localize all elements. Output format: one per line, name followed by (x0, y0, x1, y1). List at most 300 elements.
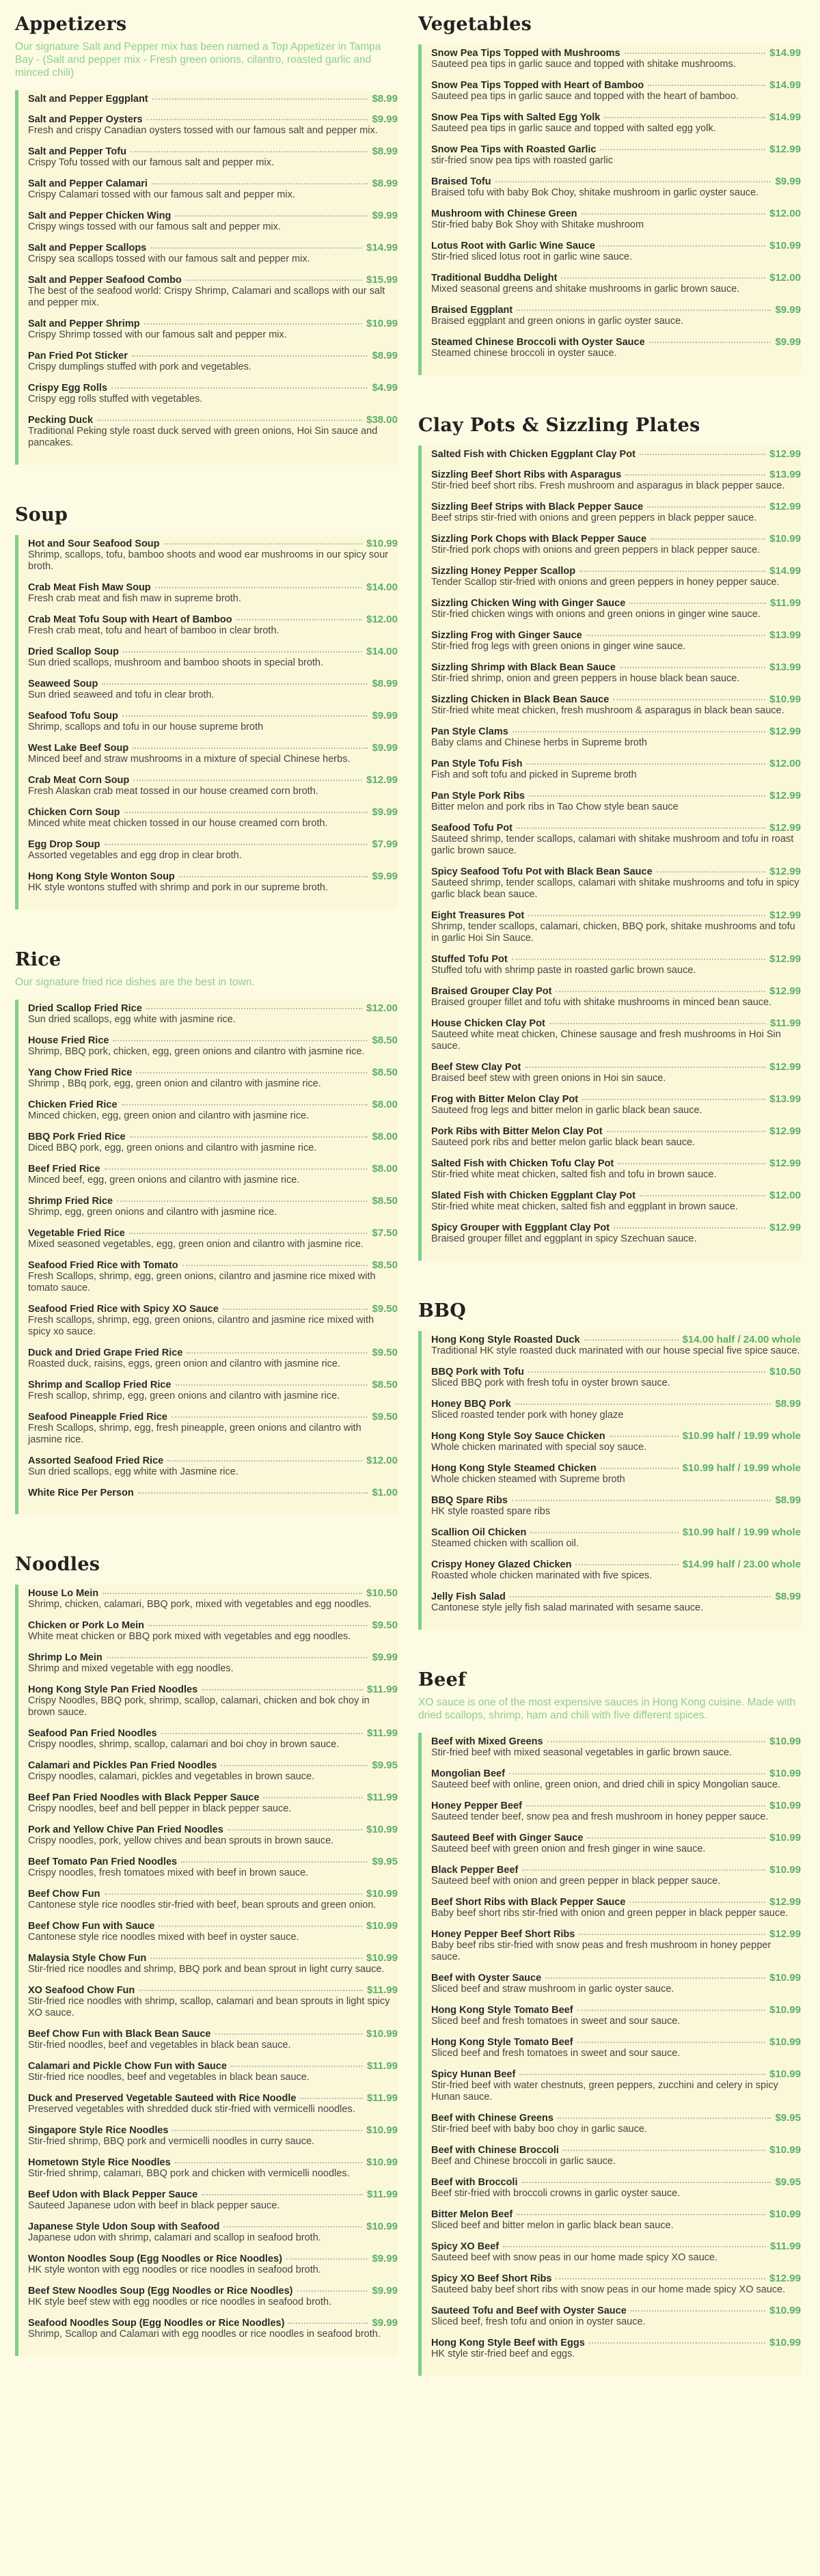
menu-item (28, 350, 398, 373)
menu-item (431, 2068, 801, 2103)
menu-item-row (28, 178, 398, 189)
item-description: Sauteed tender beef, snow pea and fresh mushroom in honey pepper sauce. (431, 1811, 769, 1822)
menu-item (28, 1727, 398, 1751)
dot-leader (582, 213, 766, 215)
dot-leader (181, 1861, 368, 1863)
dot-leader (522, 2182, 771, 2183)
dot-leader (600, 149, 765, 150)
section-intro: Our signature fried rice dishes are the best in town. (15, 976, 255, 988)
item-price: $8.99 (775, 1591, 801, 1602)
menu-item-row (431, 2241, 801, 2252)
item-description: Fresh scallop, shrimp, egg, green onions and cilantro with jasmine rice. (28, 1390, 340, 1401)
menu-item (431, 1334, 801, 1357)
item-description: Baby beef ribs stir-fried with snow peas and fresh mushroom in honey pepper sauce. (431, 1940, 771, 1962)
item-description: Crispy noodles, fresh tomatoes mixed with beef in brown sauce. (28, 1867, 309, 1878)
menu-item-row (28, 318, 398, 329)
dot-leader (202, 2194, 363, 2195)
item-description: Shrimp, chicken, calamari, BBQ pork, mixed with vegetables and egg noodles. (28, 1599, 372, 1610)
item-description: Braised tofu with baby Bok Choy, shitake mushroom in garlic oyster sauce. (431, 187, 759, 198)
item-price: $14.00 (366, 581, 398, 593)
dot-leader (129, 1233, 368, 1234)
menu-item-row (28, 774, 398, 786)
item-name: Seafood Fried Rice with Tomato (28, 1260, 178, 1271)
item-price: $8.99 (372, 178, 398, 189)
item-price: $12.00 (366, 614, 398, 625)
dot-leader (589, 2342, 765, 2344)
item-description: Sauteed shrimp, tender scallops, calamari with shitake mushroom and tofu in roast garlic brown sauce. (431, 834, 794, 856)
menu-item (28, 1759, 398, 1783)
item-price: $12.99 (769, 953, 801, 965)
menu-list (15, 535, 398, 909)
item-description: Stir-fried white meat chicken, fresh mushroom & asparagus in black bean sauce. (431, 705, 784, 716)
item-price: $10.99 (366, 1952, 398, 1964)
item-description: HK style roasted spare ribs (431, 1506, 551, 1517)
dot-leader (133, 780, 362, 781)
dot-leader (223, 1308, 368, 1310)
item-description: Stir-fried rice noodles and shrimp, BBQ pork and bean sprout in light curry sauce. (28, 1964, 385, 1975)
menu-item-row (431, 2004, 801, 2016)
section-bbq (418, 1300, 801, 1630)
menu-item-row (28, 1920, 398, 1932)
dot-leader (503, 2246, 766, 2247)
item-name: Spicy Grouper with Eggplant Clay Pot (431, 1222, 610, 1233)
item-name: Salt and Pepper Shrimp (28, 318, 140, 329)
menu-item-row (28, 350, 398, 361)
item-name: Japanese Style Udon Soup with Seafood (28, 2221, 220, 2232)
item-price: $10.99 (366, 1888, 398, 1900)
dot-leader (102, 1593, 362, 1594)
item-price: $9.99 (372, 806, 398, 818)
menu-item (431, 111, 801, 135)
item-description: Sauteed beef with online, green onion, and dried chili in spicy Mongolian sauce. (431, 1779, 781, 1790)
item-name: Steamed Chinese Broccoli with Oyster Sauce (431, 337, 645, 348)
item-name: Duck and Dried Grape Fried Rice (28, 1347, 183, 1358)
item-description: Shrimp , BBq pork, egg, green onion and cilantro with jasmine rice. (28, 1078, 321, 1089)
item-name: Dried Scallop Fried Rice (28, 1003, 142, 1014)
item-price: $8.99 (372, 93, 398, 105)
dot-leader (111, 387, 368, 389)
item-name: Spicy Seafood Tofu Pot with Black Bean Sauce (431, 866, 653, 877)
menu-item (431, 2144, 801, 2167)
menu-item (28, 1792, 398, 1815)
menu-item (431, 501, 801, 524)
menu-item-row (28, 1002, 398, 1014)
menu-item (431, 2036, 801, 2059)
menu-item-row (28, 1131, 398, 1142)
menu-item-row (28, 2189, 398, 2200)
dot-leader (601, 1468, 679, 1469)
item-price: $13.99 (769, 469, 801, 480)
item-price: $8.00 (372, 1163, 398, 1175)
menu-list (15, 1000, 398, 1514)
item-price: $12.00 (769, 1190, 801, 1201)
item-price: $8.99 (372, 678, 398, 689)
dot-leader (577, 2042, 766, 2043)
item-price: $10.99 (366, 1824, 398, 1835)
menu-item (431, 1462, 801, 1485)
menu-item (28, 614, 398, 637)
item-name: Honey Pepper Beef Short Ribs (431, 1929, 575, 1940)
item-name: Seafood Pan Fried Noodles (28, 1728, 157, 1739)
item-price: $9.95 (775, 2176, 801, 2188)
dot-leader (105, 844, 368, 845)
dot-leader (647, 506, 765, 508)
dot-leader (122, 715, 368, 717)
dot-leader (148, 1625, 368, 1626)
menu-item (431, 726, 801, 749)
menu-item-row (431, 1222, 801, 1233)
menu-item-row (28, 1487, 398, 1498)
dot-leader (525, 1067, 765, 1068)
dot-leader (528, 1371, 765, 1373)
menu-item-row (431, 1864, 801, 1876)
item-description: Fresh and crispy Canadian oysters tossed with our famous salt and pepper mix. (28, 125, 378, 136)
menu-item-row (431, 1125, 801, 1137)
item-description: Shrimp, BBQ pork, chicken, egg, green onions and cilantro with jasmine rice. (28, 1046, 365, 1057)
menu-item-row (431, 1093, 801, 1105)
item-name: Slated Fish with Chicken Eggplant Clay Pot (431, 1190, 636, 1201)
menu-item-row (28, 1824, 398, 1835)
item-name: House Fried Rice (28, 1035, 109, 1046)
menu-item (28, 1034, 398, 1058)
dot-leader (176, 1384, 368, 1386)
dot-leader (144, 323, 363, 325)
dot-leader (152, 183, 368, 184)
item-name: Crispy Honey Glazed Chicken (431, 1559, 572, 1570)
dot-leader (575, 1564, 678, 1565)
item-price: $12.99 (769, 726, 801, 737)
item-description: Stir-fried rice noodles with shrimp, scallop, calamari and bean sprouts in light spicy XO sauce. (28, 1996, 390, 2018)
menu-item-row (28, 581, 398, 593)
item-name: Hong Kong Style Tomato Beef (431, 2037, 573, 2048)
dot-leader (545, 1977, 765, 1979)
item-description: Stir-fried baby Bok Shoy with Shitake mushroom (431, 219, 644, 230)
item-price: $11.99 (769, 1017, 801, 1029)
menu-item (431, 790, 801, 813)
menu-item-row (28, 838, 398, 850)
menu-item-row (431, 79, 801, 91)
menu-item-row (431, 501, 801, 512)
item-name: Shrimp Fried Rice (28, 1196, 113, 1207)
item-description: Stir-fried shrimp, onion and green peppers in house black bean sauce. (431, 673, 740, 684)
dot-leader (629, 603, 766, 604)
menu-item (28, 2253, 398, 2276)
menu-item-row (431, 1366, 801, 1378)
item-description: stir-fried snow pea tips with roasted garlic (431, 155, 613, 166)
item-price: $9.99 (775, 336, 801, 348)
item-name: Beef with Oyster Sauce (431, 1973, 542, 1984)
item-name: Hometown Style Rice Noodles (28, 2157, 171, 2168)
menu-item-row (28, 274, 398, 286)
menu-item-row (28, 871, 398, 882)
dot-leader (139, 1990, 363, 1991)
item-description: Sauteed shrimp, tender scallops, calamari with shitake mushrooms and tofu in spicy garlic black bean sauce. (431, 877, 800, 900)
menu-item-row (28, 1888, 398, 1900)
item-description: Crispy Noodles, BBQ pork, shrimp, scallop, calamari, chicken and bok choy in brown sauce. (28, 1695, 370, 1718)
dot-leader (577, 2010, 766, 2011)
item-description: Assorted vegetables and egg drop in clear broth. (28, 850, 242, 861)
item-price: $8.99 (372, 350, 398, 361)
menu-item-row (431, 1896, 801, 1908)
menu-item (431, 2004, 801, 2027)
dot-leader (561, 277, 765, 279)
item-name: Seafood Tofu Soup (28, 711, 118, 722)
item-description: Crispy noodles, pork, yellow chives and bean sprouts in brown sauce. (28, 1835, 334, 1846)
item-price: $9.99 (372, 710, 398, 722)
menu-item (28, 2124, 398, 2148)
dot-leader (604, 117, 765, 118)
menu-item-row (28, 1455, 398, 1466)
dot-leader (175, 215, 368, 217)
menu-item-row (28, 678, 398, 689)
item-name: Eight Treasures Pot (431, 910, 525, 921)
menu-item (28, 1587, 398, 1611)
item-name: Salted Fish with Chicken Eggplant Clay Pot (431, 449, 636, 460)
menu-item-row (431, 2176, 801, 2188)
dot-leader (123, 651, 362, 653)
menu-item (431, 629, 801, 653)
menu-item (28, 1131, 398, 1154)
dot-leader (150, 247, 362, 249)
item-description: Stir-fried rice noodles, beef and vegetables in black bean sauce. (28, 2072, 310, 2083)
menu-item (28, 806, 398, 830)
dot-leader (286, 2258, 368, 2260)
menu-item (28, 742, 398, 765)
item-name: Pan Style Pork Ribs (431, 791, 525, 801)
item-price: $14.99 (769, 79, 801, 91)
dot-leader (105, 1893, 363, 1895)
menu-item (431, 1526, 801, 1550)
item-description: Fresh crab meat, tofu and heart of bamboo in clear broth. (28, 625, 279, 636)
item-description: Crispy Shrimp tossed with our famous salt and pepper mix. (28, 329, 287, 340)
dot-leader (164, 543, 363, 545)
item-price: $11.99 (769, 597, 801, 609)
item-description: Steamed chinese broccoli in oyster sauce. (431, 348, 617, 359)
dot-leader (136, 1072, 368, 1073)
menu-item-row (431, 1190, 801, 1201)
item-price: $14.99 half / 23.00 whole (682, 1559, 801, 1570)
dot-leader (530, 1532, 678, 1533)
menu-item-row (28, 1195, 398, 1207)
item-description: Diced BBQ pork, egg, green onions and cilantro with jasmine rice. (28, 1142, 317, 1153)
dot-leader (131, 151, 368, 152)
menu-item (431, 661, 801, 685)
menu-item-row (431, 1768, 801, 1779)
dot-leader (186, 279, 362, 281)
item-name: Bitter Melon Beef (431, 2209, 513, 2220)
menu-item (28, 1619, 398, 1643)
menu-item-row (431, 533, 801, 545)
menu-item-row (28, 2060, 398, 2072)
item-price: $8.00 (372, 1131, 398, 1142)
item-price: $10.99 (366, 2156, 398, 2168)
item-name: Pecking Duck (28, 415, 94, 426)
menu-item (431, 2305, 801, 2328)
dot-leader (549, 1023, 766, 1024)
menu-item-row (431, 1017, 801, 1029)
menu-item-row (28, 382, 398, 394)
item-price: $8.50 (372, 1034, 398, 1046)
dot-leader (613, 699, 765, 700)
dot-leader (563, 2150, 765, 2151)
item-name: Chicken Corn Soup (28, 807, 120, 818)
menu-item-row (431, 272, 801, 284)
item-description: Sun dried scallops, egg white with Jasmine rice. (28, 1466, 238, 1477)
section-title: Soup (15, 504, 68, 525)
menu-item (431, 1125, 801, 1149)
menu-item (28, 2156, 398, 2180)
item-name: BBQ Pork Fried Rice (28, 1132, 126, 1142)
item-price: $8.99 (775, 1398, 801, 1410)
item-description: Stir-fried noodles, beef and vegetables in black bean sauce. (28, 2040, 291, 2051)
item-description: HK style beef stew with egg noodles or rice noodles in seafood broth. (28, 2297, 332, 2307)
item-description: Japanese udon with shrimp, calamari and scallop in seafood broth. (28, 2232, 321, 2243)
menu-item (28, 2060, 398, 2083)
item-description: Shrimp and mixed vegetable with egg noodles. (28, 1663, 234, 1674)
item-description: Crispy Tofu tossed with our famous salt and pepper mix. (28, 157, 274, 168)
item-description: Fresh crab meat and fish maw in supreme broth. (28, 593, 241, 604)
item-price: $9.99 (372, 113, 398, 125)
menu-item (431, 1800, 801, 1823)
item-price: $9.95 (775, 2112, 801, 2124)
section-beef (418, 1669, 801, 2376)
item-name: Sizzling Beef Short Ribs with Asparagus (431, 469, 622, 480)
menu-item (431, 336, 801, 359)
item-name: Yang Chow Fried Rice (28, 1067, 133, 1078)
menu-item (431, 208, 801, 231)
item-price: $12.99 (366, 774, 398, 786)
item-description: Bitter melon and pork ribs in Tao Chow style bean sauce (431, 801, 679, 812)
menu-item-row (28, 1227, 398, 1239)
menu-item (28, 838, 398, 862)
item-price: $1.00 (372, 1487, 398, 1498)
item-price: $14.00 (366, 646, 398, 657)
section-title: Appetizers (15, 14, 127, 35)
dot-leader (584, 1339, 679, 1341)
dot-leader (231, 2066, 363, 2067)
dot-leader (620, 667, 765, 668)
dot-leader (648, 85, 765, 86)
item-name: Frog with Bitter Melon Clay Pot (431, 1094, 579, 1105)
menu-item (28, 1920, 398, 1943)
item-name: Spicy XO Beef Short Ribs (431, 2273, 552, 2284)
item-description: Shrimp, egg, green onions and cilantro with jasmine rice. (28, 1207, 277, 1218)
menu-item-row (28, 1727, 398, 1739)
menu-item (431, 565, 801, 588)
item-name: Sizzling Pork Chops with Black Pepper Sauce (431, 534, 647, 545)
menu-item-row (431, 597, 801, 609)
item-name: Hong Kong Style Tomato Beef (431, 2005, 573, 2016)
item-description: Stir-fried sliced lotus root in garlic wine sauce. (431, 251, 633, 262)
menu-item (431, 2208, 801, 2232)
item-name: Crab Meat Tofu Soup with Heart of Bamboo (28, 614, 232, 625)
item-name: Hong Kong Style Steamed Chicken (431, 1463, 597, 1474)
item-description: Beef and Chinese broccoli in garlic sauce. (431, 2156, 616, 2167)
item-name: Hong Kong Style Soy Sauce Chicken (431, 1431, 605, 1442)
menu-item-row (28, 2253, 398, 2264)
item-description: Sauteed pea tips in garlic sauce and topped with shitake mushrooms. (431, 59, 736, 70)
menu-item (431, 2241, 801, 2264)
item-price: $11.99 (366, 1684, 398, 1695)
item-description: Sliced beef, fresh tofu and onion in oyster sauce. (431, 2316, 646, 2327)
item-name: Honey BBQ Pork (431, 1399, 511, 1410)
dot-leader (515, 1403, 771, 1405)
dot-leader (202, 1689, 363, 1690)
menu-item-row (28, 242, 398, 254)
dot-leader (182, 1265, 368, 1266)
menu-item (28, 2317, 398, 2340)
item-description: Stir-fried white meat chicken, salted fish and eggplant in brown sauce. (431, 1201, 738, 1212)
menu-list (418, 44, 801, 375)
menu-item (28, 1652, 398, 1675)
menu-item (28, 581, 398, 605)
menu-item (431, 1190, 801, 1213)
item-description: Shrimp, Scallop and Calamari with egg noodles or rice noodles in seafood broth. (28, 2329, 381, 2340)
item-name: Hong Kong Style Roasted Duck (431, 1334, 580, 1345)
item-name: Chicken Fried Rice (28, 1099, 118, 1110)
menu-item-row (431, 448, 801, 460)
item-name: Crispy Egg Rolls (28, 383, 108, 394)
item-description: The best of the seafood world: Crispy Shrimp, Calamari and scallops with our salt and pepper mix. (28, 286, 385, 308)
item-price: $11.99 (366, 1727, 398, 1739)
item-name: House Chicken Clay Pot (431, 1018, 545, 1029)
item-description: Shrimp, scallops, tofu, bamboo shoots and wood ear mushrooms in our spicy sour broth. (28, 549, 389, 572)
item-price: $14.00 half / 24.00 whole (682, 1334, 801, 1345)
dot-leader (297, 2290, 368, 2292)
item-description: Fresh Scallops, shrimp, egg, fresh pineapple, green onions and cilantro with jasmine rice. (28, 1423, 361, 1445)
dot-leader (625, 474, 765, 476)
item-description: Crispy egg rolls stuffed with vegetables. (28, 394, 203, 405)
dot-leader (614, 1227, 765, 1229)
item-description: Whole chicken steamed with Supreme broth (431, 1474, 625, 1485)
item-price: $13.99 (769, 629, 801, 641)
item-name: Seafood Tofu Pot (431, 823, 512, 834)
menu-item-row (28, 2221, 398, 2232)
menu-item-row (28, 1856, 398, 1867)
item-description: Cantonese style rice noodles mixed with beef in oyster sauce. (28, 1932, 299, 1943)
item-name: Beef Chow Fun with Black Bean Sauce (28, 2029, 211, 2040)
item-price: $10.99 (769, 2305, 801, 2316)
menu-item-row (28, 1099, 398, 1110)
menu-list (418, 1733, 801, 2376)
item-name: Chicken or Pork Lo Mein (28, 1620, 144, 1631)
item-description: HK style wonton with egg noodles or rice noodles in seafood broth. (28, 2264, 321, 2275)
item-price: $10.99 (769, 1972, 801, 1984)
dot-leader (640, 454, 765, 455)
item-price: $9.99 (372, 210, 398, 221)
dot-leader (132, 355, 368, 357)
menu-item-row (431, 909, 801, 921)
item-description: Tender Scallop stir-fried with onions and green peppers in honey pepper sauce. (431, 577, 780, 588)
menu-item-row (28, 2092, 398, 2104)
menu-item (28, 1684, 398, 1718)
item-description: HK style wontons stuffed with shrimp and pork in our supreme broth. (28, 882, 328, 893)
menu-item (28, 1856, 398, 1879)
dot-leader (130, 1136, 368, 1138)
menu-item-row (431, 758, 801, 769)
menu-item (431, 985, 801, 1009)
menu-item-row (28, 1259, 398, 1271)
dot-leader (236, 619, 363, 620)
item-description: Sliced beef and bitter melon in garlic black bean sauce. (431, 2220, 674, 2231)
item-price: $12.99 (769, 1928, 801, 1940)
item-description: Fresh Alaskan crab meat tossed in our house creamed corn broth. (28, 786, 318, 797)
item-name: Lotus Root with Garlic Wine Sauce (431, 241, 595, 251)
menu-item-row (431, 1462, 801, 1474)
item-name: Beef Udon with Black Pepper Sauce (28, 2189, 198, 2200)
item-description: Crispy sea scallops tossed with our famous salt and pepper mix. (28, 254, 310, 264)
item-name: West Lake Beef Soup (28, 743, 129, 754)
